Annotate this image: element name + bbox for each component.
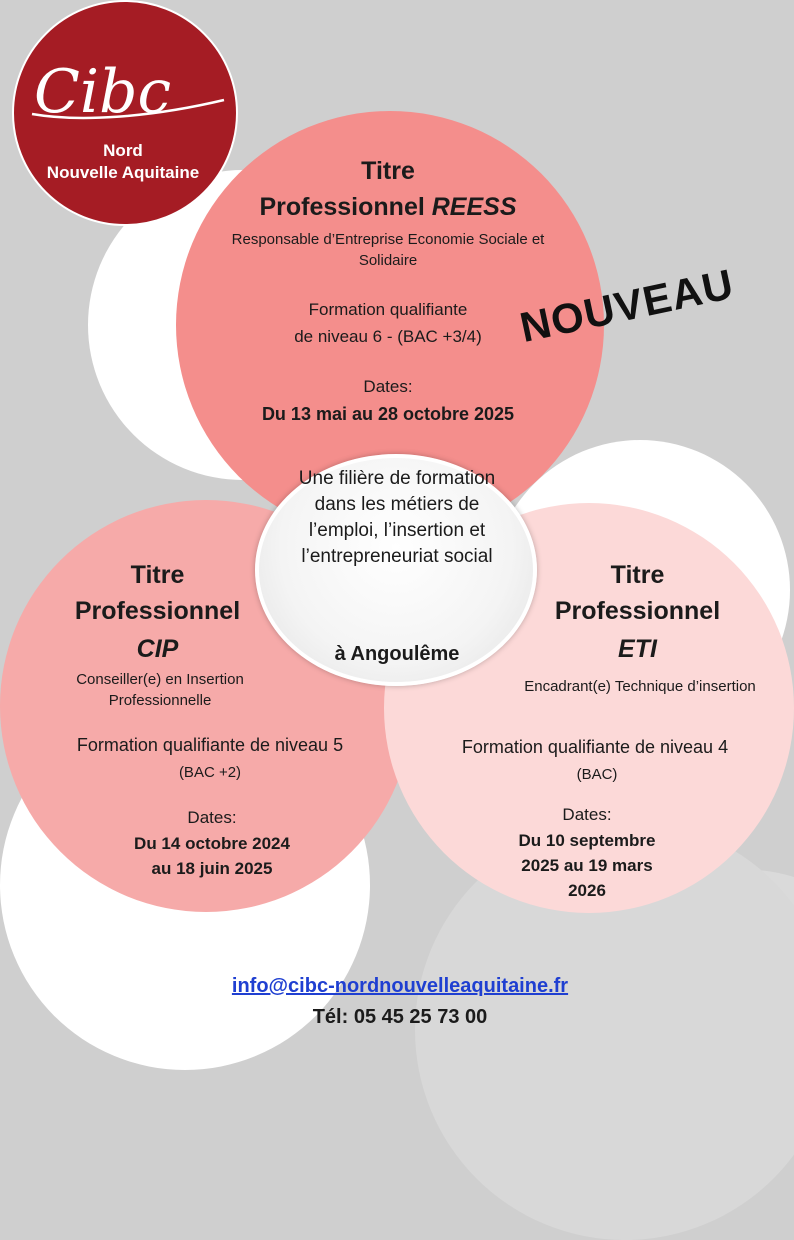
eti-formation: Formation qualifiante de niveau 4 — [461, 737, 729, 757]
reess-title-line-1: Titre — [361, 157, 415, 185]
reess-formation-line-1: Formation qualifiante — [308, 300, 468, 319]
eti-dates-label: Dates: — [562, 805, 612, 824]
contact-email-link[interactable]: info@cibc-nordnouvelleaquitaine.fr — [231, 975, 569, 997]
reess-dates-value: Du 13 mai au 28 octobre 2025 — [261, 404, 515, 424]
logo-line-2: Nouvelle Aquitaine — [46, 163, 200, 182]
reess-formation-line-2: de niveau 6 - (BAC +3/4) — [294, 327, 482, 346]
new-badge: NOUVEAU — [515, 259, 738, 352]
center-location: à Angoulême — [334, 643, 460, 665]
reess-title — [210, 192, 566, 222]
cip-subtitle: Conseiller(e) en Insertion Professionnelle — [76, 671, 244, 709]
cip-dates-label: Dates: — [187, 808, 237, 827]
reess-title-word: Professionnel — [259, 193, 425, 221]
eti-level: (BAC) — [576, 766, 618, 783]
cip-level: (BAC +2) — [178, 764, 242, 781]
reess-acronym: REESS — [431, 193, 517, 221]
cip-dates-line-2: au 18 juin 2025 — [151, 859, 273, 878]
reess-subtitle: Responsable d’Entreprise Economie Sociale et Solidaire — [231, 231, 545, 269]
cip-title-line-1: Titre — [130, 561, 185, 589]
cip-formation: Formation qualifiante de niveau 5 — [76, 735, 344, 755]
logo-line-1: Nord — [103, 141, 143, 160]
eti-title-line-1: Titre — [610, 561, 665, 589]
cip-acronym: CIP — [136, 635, 179, 663]
cip-dates-line-1: Du 14 octobre 2024 — [134, 834, 290, 853]
eti-title-line-2: Professionnel — [554, 597, 721, 625]
logo-wordmark: Cibc — [34, 57, 172, 127]
eti-dates-line-3: 2026 — [568, 881, 606, 900]
eti-dates-line-2: 2025 au 19 mars — [521, 856, 653, 875]
eti-acronym: ETI — [618, 635, 657, 663]
contact-phone: Tél: 05 45 25 73 00 — [312, 1006, 488, 1028]
eti-subtitle: Encadrant(e) Technique d’insertion — [524, 678, 756, 695]
center-text: Une filière de formation dans les métiers de l’emploi, l’insertion et l’entrepreneuriat social — [298, 468, 496, 567]
eti-dates-line-1: Du 10 septembre — [518, 831, 656, 850]
reess-dates-label: Dates: — [363, 377, 413, 396]
cip-title-line-2: Professionnel — [74, 597, 241, 625]
